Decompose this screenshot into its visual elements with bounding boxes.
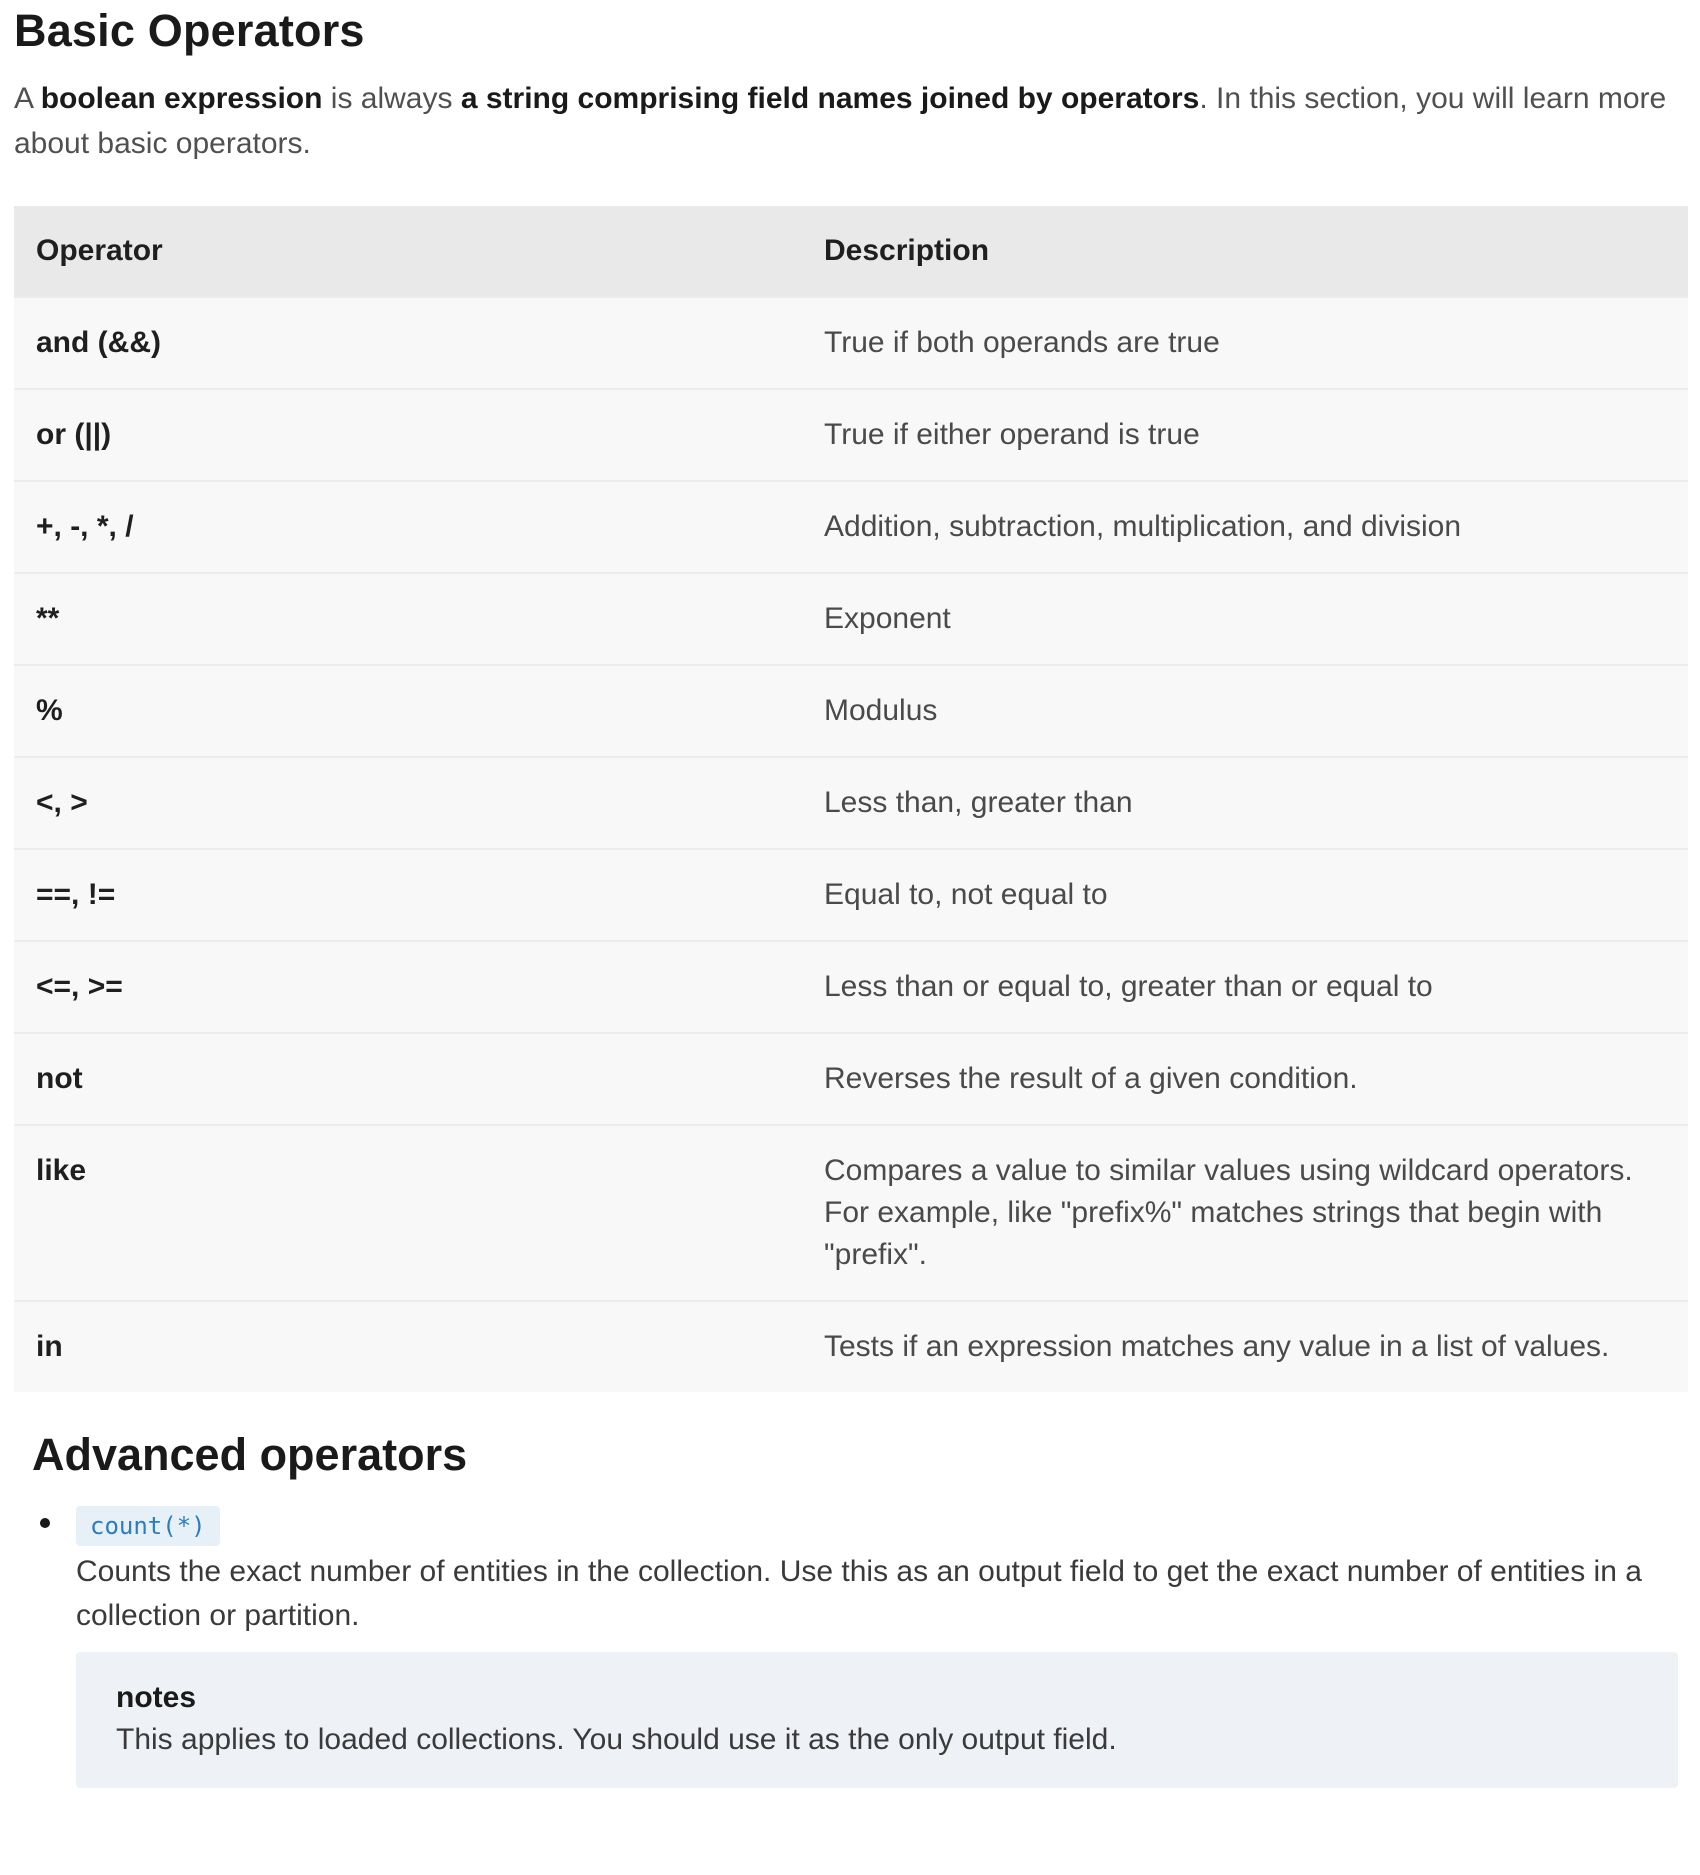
description-line: True if both operands are true [824, 326, 1220, 359]
basic-operators-intro [14, 76, 1674, 166]
operator-cell: like [14, 1125, 824, 1301]
description-cell [824, 665, 1688, 757]
operator-cell: ==, != [14, 849, 824, 941]
description-cell [824, 1033, 1688, 1125]
advanced-operators-heading: Advanced operators [32, 1429, 468, 1480]
table-row [14, 941, 1688, 1033]
table-row [14, 665, 1688, 757]
description-line: Compares a value to similar values using wildcard operators. [824, 1154, 1633, 1187]
description-line: True if either operand is true [824, 418, 1200, 451]
operators-table [14, 206, 1688, 1392]
table-row [14, 573, 1688, 665]
operator-cell: +, -, *, / [14, 481, 824, 573]
operators-table-body [14, 297, 1688, 1392]
description-line: Modulus [824, 694, 938, 727]
basic-operators-heading: Basic Operators [14, 5, 365, 56]
operator-cell: and (&&) [14, 297, 824, 389]
intro-text-1: A [14, 82, 41, 115]
description-line: Equal to, not equal to [824, 878, 1108, 911]
inline-code: count(*) [76, 1506, 220, 1546]
table-row [14, 849, 1688, 941]
description-line: Exponent [824, 602, 951, 635]
header-operator: Operator [14, 206, 824, 297]
table-row [14, 1125, 1688, 1301]
table-row [14, 1301, 1688, 1392]
operator-cell: not [14, 1033, 824, 1125]
table-row [14, 481, 1688, 573]
description-cell [824, 389, 1688, 481]
description-cell [824, 297, 1688, 389]
intro-bold-2: a string comprising field names joined by operators [460, 82, 1200, 115]
notes-text: This applies to loaded collections. You should use it as the only output field. [116, 1723, 1117, 1756]
header-description: Description [824, 206, 1688, 297]
description-line: Less than, greater than [824, 786, 1133, 819]
description-cell [824, 1301, 1688, 1392]
operator-cell: ** [14, 573, 824, 665]
advanced-item-description: Counts the exact number of entities in the collection. Use this as an output field to get the exact number of entities in a collection or partition. [76, 1555, 1642, 1632]
operator-cell: <, > [14, 757, 824, 849]
description-cell [824, 941, 1688, 1033]
table-row [14, 757, 1688, 849]
notes-title: notes [116, 1681, 197, 1714]
description-cell [824, 573, 1688, 665]
description-cell [824, 1125, 1688, 1301]
description-cell [824, 849, 1688, 941]
table-row [14, 389, 1688, 481]
operator-cell: <=, >= [14, 941, 824, 1033]
operator-cell: in [14, 1301, 824, 1392]
table-header-row [14, 206, 1688, 297]
description-line: For example, like "prefix%" matches strings that begin with "prefix". [824, 1196, 1603, 1271]
operator-cell: or (||) [14, 389, 824, 481]
description-line: Less than or equal to, greater than or equal to [824, 970, 1433, 1003]
operator-cell: % [14, 665, 824, 757]
description-cell [824, 757, 1688, 849]
list-item [14, 1506, 1686, 1788]
intro-text-3: . In this section, you will learn more about basic operators. [14, 82, 1667, 160]
advanced-operators-list [14, 1506, 1686, 1788]
table-row [14, 1033, 1688, 1125]
notes-callout [76, 1652, 1678, 1788]
description-cell [824, 481, 1688, 573]
description-line: Tests if an expression matches any value in a list of values. [824, 1330, 1610, 1363]
table-row [14, 297, 1688, 389]
intro-bold-1: boolean expression [40, 82, 323, 115]
description-line: Reverses the result of a given condition. [824, 1062, 1358, 1095]
intro-text-2: is always [322, 82, 461, 115]
description-line: Addition, subtraction, multiplication, and division [824, 510, 1462, 543]
bullet-icon [40, 1518, 50, 1528]
